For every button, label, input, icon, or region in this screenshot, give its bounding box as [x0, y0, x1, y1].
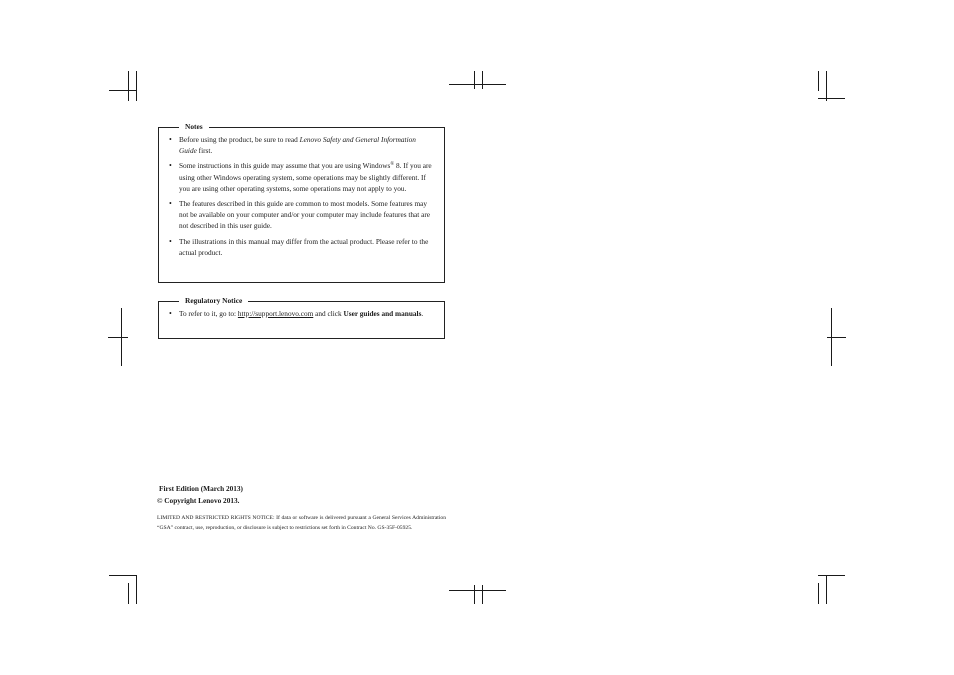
notes-item2-end: 8. If you are using other Windows operating system, some operations may be slightly different. If you are using other operating systems, some operations may not apply to you. — [179, 161, 432, 193]
crop-mark-top-right-v2 — [826, 71, 827, 101]
support-link[interactable]: http://support.lenovo.com — [237, 309, 314, 318]
crop-mark-bottom-right-v2 — [826, 575, 827, 604]
notes-item2-text: Some instructions in this guide may assume that you are using Windows — [179, 161, 391, 171]
crop-mark-top-left-h — [109, 90, 137, 91]
crop-mark-bottom-right-v1 — [818, 583, 819, 604]
regulatory-text: To refer to it, go to: — [179, 309, 238, 318]
notes-box — [158, 122, 445, 283]
crop-mark-top-center-v2 — [482, 71, 483, 89]
crop-mark-top-center-h — [449, 84, 506, 85]
registered-mark: ® — [390, 162, 395, 168]
crop-mark-top-right-v1 — [818, 71, 819, 91]
copyright-text: © Copyright Lenovo 2013. — [157, 496, 240, 505]
crop-mark-top-left-v1 — [128, 71, 129, 101]
crop-mark-bottom-left-h — [109, 575, 136, 576]
crop-mark-right-middle-h — [827, 337, 846, 338]
crop-mark-bottom-center-v1 — [474, 585, 475, 604]
edition-text: First Edition (March 2013) — [159, 484, 243, 493]
crop-mark-right-middle-v — [831, 308, 832, 366]
notes-item — [159, 134, 432, 156]
crop-mark-top-right-h — [818, 98, 845, 99]
regulatory-list — [159, 308, 444, 319]
notes-item: • The features described in this guide are common to most models. Some features may not be available on your computer and/or your computer may include features that are not described in this user guide. — [159, 198, 432, 232]
crop-mark-bottom-center-h — [449, 590, 506, 591]
crop-mark-bottom-center-v2 — [482, 585, 483, 604]
notes-item1-end: first. — [196, 146, 213, 156]
regulatory-text-mid: and click — [313, 309, 344, 318]
legal-notice: LIMITED AND RESTRICTED RIGHTS NOTICE: If data or software is delivered pursuant a General Services Administration “GSA” contract, use, reproduction, or disclosure is subject to restrictions set forth in Contract No. GS-35F-05925. — [157, 515, 446, 531]
notes-item: • The illustrations in this manual may differ from the actual product. Please refer to the actual product. — [159, 236, 432, 258]
notes-title: Notes — [179, 121, 209, 133]
crop-mark-bottom-left-v2 — [136, 575, 137, 604]
notes-list — [159, 134, 444, 258]
crop-mark-left-middle-h — [108, 337, 128, 338]
crop-mark-bottom-right-h — [818, 575, 845, 576]
crop-mark-left-middle-v — [121, 308, 122, 366]
crop-mark-bottom-left-v1 — [128, 583, 129, 604]
user-guides-label: User guides and manuals — [343, 309, 422, 318]
regulatory-text-end: . — [421, 309, 424, 318]
crop-mark-top-center-v1 — [474, 71, 475, 89]
crop-mark-top-left-v2 — [136, 71, 137, 101]
regulatory-item — [159, 308, 432, 319]
safety-guide-title: Lenovo Safety and General Information Guide — [179, 135, 416, 156]
notes-item1-text: Before using the product, be sure to read — [179, 135, 300, 144]
regulatory-title: Regulatory Notice — [179, 295, 248, 307]
notes-item — [159, 160, 432, 194]
regulatory-box — [158, 296, 445, 339]
